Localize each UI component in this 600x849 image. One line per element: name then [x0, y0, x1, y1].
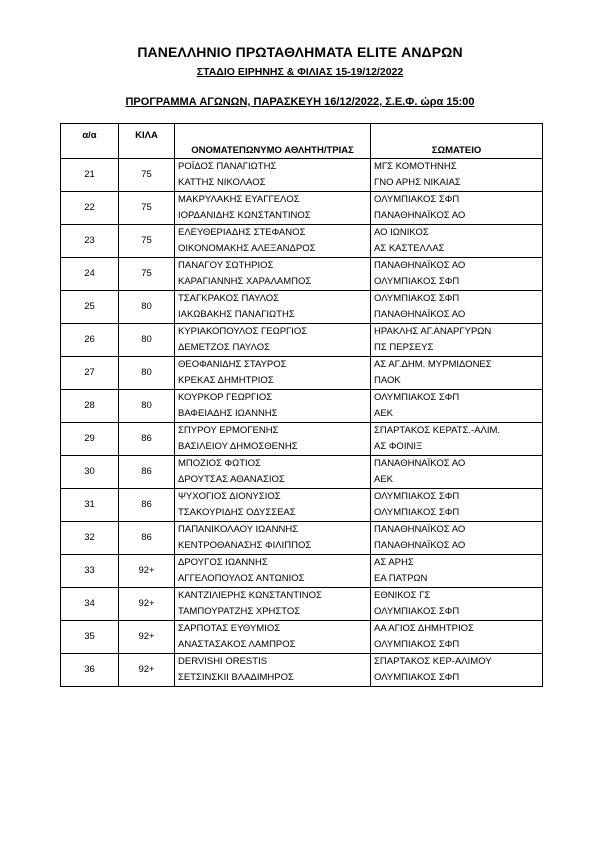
table-row: [61, 192, 543, 209]
table-row: [61, 489, 543, 506]
athlete-name: ΒΑΦΕΙΑΔΗΣ ΙΩΑΝΝΗΣ: [175, 406, 371, 423]
athlete-club: ΠΣ ΠΕΡΣΕΥΣ: [371, 340, 543, 357]
weight-class: 80: [119, 324, 175, 357]
athlete-name: ΔΡΟΥΤΣΑΣ ΑΘΑΝΑΣΙΟΣ: [175, 472, 371, 489]
athlete-club: ΑΣ ΚΑΣΤΕΛΛΑΣ: [371, 241, 543, 258]
weight-class: 92+: [119, 555, 175, 588]
athlete-name: ΚΑΡΑΓΙΑΝΝΗΣ ΧΑΡΑΛΑΜΠΟΣ: [175, 274, 371, 291]
athlete-name: ΤΑΜΠΟΥΡΑΤΖΗΣ ΧΡΗΣΤΟΣ: [175, 604, 371, 621]
athlete-name: ΚΕΝΤΡΟΘΑΝΑΣΗΣ ΦΙΛΙΠΠΟΣ: [175, 538, 371, 555]
weight-class: 80: [119, 291, 175, 324]
weight-class: 75: [119, 192, 175, 225]
schedule-line: [0, 96, 600, 109]
athlete-club: ΟΛΥΜΠΙΑΚΟΣ ΣΦΠ: [371, 489, 543, 506]
athlete-club: ΟΛΥΜΠΙΑΚΟΣ ΣΦΠ: [371, 505, 543, 522]
athlete-name: ΑΝΑΣΤΑΣΑΚΟΣ ΛΑΜΠΡΟΣ: [175, 637, 371, 654]
bouts-table: [60, 123, 543, 687]
athlete-name: ΙΑΚΩΒΑΚΗΣ ΠΑΝΑΓΙΩΤΗΣ: [175, 307, 371, 324]
athlete-name: ΙΟΡΔΑΝΙΔΗΣ ΚΩΝΣΤΑΝΤΙΝΟΣ: [175, 208, 371, 225]
athlete-club: ΣΠΑΡΤΑΚΟΣ ΚΕΡ-ΑΛΙΜΟΥ: [371, 654, 543, 671]
weight-class: 92+: [119, 621, 175, 654]
table-row: [61, 588, 543, 605]
weight-class: 86: [119, 489, 175, 522]
athlete-club: ΑΑ ΑΓΙΟΣ ΔΗΜΗΤΡΙΟΣ: [371, 621, 543, 638]
table-row: [61, 291, 543, 308]
bout-number: 26: [61, 324, 119, 357]
athlete-club: ΠΑΝΑΘΗΝΑΪΚΟΣ ΑΟ: [371, 456, 543, 473]
bout-number: 21: [61, 159, 119, 192]
athlete-name: ΠΑΝΑΓΟΥ ΣΩΤΗΡΙΟΣ: [175, 258, 371, 275]
weight-class: 75: [119, 225, 175, 258]
athlete-name: DERVISHI ORESTIS: [175, 654, 371, 671]
athlete-name: ΜΠΟΖΙΟΣ ΦΩΤΙΟΣ: [175, 456, 371, 473]
athlete-name: ΘΕΟΦΑΝΙΔΗΣ ΣΤΑΥΡΟΣ: [175, 357, 371, 374]
athlete-name: ΨΥΧΟΓΙΟΣ ΔΙΟΝΥΣΙΟΣ: [175, 489, 371, 506]
athlete-club: ΟΛΥΜΠΙΑΚΟΣ ΣΦΠ: [371, 274, 543, 291]
athlete-club: ΑΣ ΦΟΙΝΙΞ: [371, 439, 543, 456]
athlete-club: ΣΠΑΡΤΑΚΟΣ ΚΕΡΑΤΣ.-ΑΛΙΜ.: [371, 423, 543, 440]
table-header-row: [61, 124, 543, 159]
athlete-club: ΠΑΝΑΘΗΝΑΪΚΟΣ ΑΟ: [371, 258, 543, 275]
bout-number: 24: [61, 258, 119, 291]
athlete-club: ΑΟ ΙΩΝΙΚΟΣ: [371, 225, 543, 242]
weight-class: 92+: [119, 588, 175, 621]
athlete-name: ΔΡΟΥΓΟΣ ΙΩΑΝΝΗΣ: [175, 555, 371, 572]
athlete-name: ΤΣΑΓΚΡΑΚΟΣ ΠΑΥΛΟΣ: [175, 291, 371, 308]
athlete-club: ΠΑΝΑΘΗΝΑΪΚΟΣ ΑΟ: [371, 522, 543, 539]
bout-number: 25: [61, 291, 119, 324]
table-row: [61, 555, 543, 572]
bout-number: 35: [61, 621, 119, 654]
bout-number: 36: [61, 654, 119, 687]
athlete-club: ΜΓΣ ΚΟΜΟΤΗΝΗΣ: [371, 159, 543, 176]
weight-class: 80: [119, 390, 175, 423]
athlete-name: ΣΠΥΡΟΥ ΕΡΜΟΓΕΝΗΣ: [175, 423, 371, 440]
athlete-name: ΚΡΕΚΑΣ ΔΗΜΗΤΡΙΟΣ: [175, 373, 371, 390]
athlete-name: ΒΑΣΙΛΕΙΟΥ ΔΗΜΟΣΘΕΝΗΣ: [175, 439, 371, 456]
athlete-name: ΔΕΜΕΤΖΟΣ ΠΑΥΛΟΣ: [175, 340, 371, 357]
athlete-club: ΠΑΝΑΘΗΝΑΪΚΟΣ ΑΟ: [371, 538, 543, 555]
bout-number: 30: [61, 456, 119, 489]
athlete-name: ΕΛΕΥΘΕΡΙΑΔΗΣ ΣΤΕΦΑΝΟΣ: [175, 225, 371, 242]
table-row: [61, 522, 543, 539]
athlete-club: ΟΛΥΜΠΙΑΚΟΣ ΣΦΠ: [371, 637, 543, 654]
venue-line: [0, 66, 600, 78]
bout-number: 22: [61, 192, 119, 225]
weight-class: 86: [119, 423, 175, 456]
table-row: [61, 258, 543, 275]
table-row: [61, 159, 543, 176]
weight-class: 86: [119, 522, 175, 555]
bout-number: 33: [61, 555, 119, 588]
athlete-club: ΟΛΥΜΠΙΑΚΟΣ ΣΦΠ: [371, 291, 543, 308]
athlete-name: ΚΟΥΡΚΟΡ ΓΕΩΡΓΙΟΣ: [175, 390, 371, 407]
athlete-name: ΚΑΝΤΖΙΛΙΕΡΗΣ ΚΩΝΣΤΑΝΤΙΝΟΣ: [175, 588, 371, 605]
athlete-name: ΠΑΠΑΝΙΚΟΛΑΟΥ ΙΩΑΝΝΗΣ: [175, 522, 371, 539]
venue-text: ΣΤΑΔΙΟ ΕΙΡΗΝΗΣ & ΦΙΛΙΑΣ 15-19/12/2022: [196, 66, 404, 78]
bout-number: 34: [61, 588, 119, 621]
athlete-club: ΠΑΝΑΘΗΝΑΪΚΟΣ ΑΟ: [371, 307, 543, 324]
column-header-kg: ΚΙΛΑ: [119, 124, 175, 159]
bout-number: 23: [61, 225, 119, 258]
athlete-name: ΑΓΓΕΛΟΠΟΥΛΟΣ ΑΝΤΩΝΙΟΣ: [175, 571, 371, 588]
column-header-name: ΟΝΟΜΑΤΕΠΩΝΥΜΟ ΑΘΛΗΤΗ/ΤΡΙΑΣ: [175, 124, 371, 159]
athlete-club: ΕΑ ΠΑΤΡΩΝ: [371, 571, 543, 588]
athlete-club: ΟΛΥΜΠΙΑΚΟΣ ΣΦΠ: [371, 192, 543, 209]
athlete-name: ΚΑΤΤΗΣ ΝΙΚΟΛΑΟΣ: [175, 175, 371, 192]
athlete-club: ΠΑΝΑΘΗΝΑΪΚΟΣ ΑΟ: [371, 208, 543, 225]
table-row: [61, 621, 543, 638]
table-row: [61, 225, 543, 242]
weight-class: 75: [119, 258, 175, 291]
column-header-club: ΣΩΜΑΤΕΙΟ: [371, 124, 543, 159]
athlete-club: ΟΛΥΜΠΙΑΚΟΣ ΣΦΠ: [371, 390, 543, 407]
table-row: [61, 654, 543, 671]
weight-class: 75: [119, 159, 175, 192]
bout-number: 27: [61, 357, 119, 390]
table-row: [61, 390, 543, 407]
athlete-club: ΑΣ ΑΡΗΣ: [371, 555, 543, 572]
athlete-club: ΟΛΥΜΠΙΑΚΟΣ ΣΦΠ: [371, 604, 543, 621]
schedule-text: ΠΡΟΓΡΑΜΜΑ ΑΓΩΝΩΝ, ΠΑΡΑΣΚΕΥΗ 16/12/2022, Σ.Ε.Φ. ώρα 15:00: [125, 96, 475, 108]
table-row: [61, 324, 543, 341]
athlete-club: ΟΛΥΜΠΙΑΚΟΣ ΣΦΠ: [371, 670, 543, 687]
table-row: [61, 357, 543, 374]
table-row: [61, 456, 543, 473]
column-header-no: α/α: [61, 124, 119, 159]
weight-class: 92+: [119, 654, 175, 687]
athlete-name: ΣΑΡΠΟΤΑΣ ΕΥΘΥΜΙΟΣ: [175, 621, 371, 638]
document-title: ΠΑΝΕΛΛΗΝΙΟ ΠΡΩΤΑΘΛΗΜΑΤΑ ELITE ΑΝΔΡΩΝ: [137, 44, 463, 60]
athlete-club: ΑΕΚ: [371, 472, 543, 489]
weight-class: 80: [119, 357, 175, 390]
athlete-club: ΑΕΚ: [371, 406, 543, 423]
bout-number: 29: [61, 423, 119, 456]
athlete-name: ΡΟΪΔΟΣ ΠΑΝΑΓΙΩΤΗΣ: [175, 159, 371, 176]
athlete-name: ΚΥΡΙΑΚΟΠΟΥΛΟΣ ΓΕΩΡΓΙΟΣ: [175, 324, 371, 341]
athlete-club: ΑΣ ΑΓ.ΔΗΜ. ΜΥΡΜΙΔΟΝΕΣ: [371, 357, 543, 374]
athlete-name: ΟΙΚΟΝΟΜΑΚΗΣ ΑΛΕΞΑΝΔΡΟΣ: [175, 241, 371, 258]
athlete-club: ΓΝΟ ΑΡΗΣ ΝΙΚΑΙΑΣ: [371, 175, 543, 192]
bout-number: 32: [61, 522, 119, 555]
athlete-club: ΕΘΝΙΚΟΣ ΓΣ: [371, 588, 543, 605]
weight-class: 86: [119, 456, 175, 489]
bout-number: 28: [61, 390, 119, 423]
athlete-name: ΜΑΚΡΥΛΑΚΗΣ ΕΥΑΓΓΕΛΟΣ: [175, 192, 371, 209]
athlete-club: ΠΑΟΚ: [371, 373, 543, 390]
athlete-name: ΤΣΑΚΟΥΡΙΔΗΣ ΟΔΥΣΣΕΑΣ: [175, 505, 371, 522]
bouts-table-body: [61, 159, 543, 687]
athlete-club: ΗΡΑΚΛΗΣ ΑΓ.ΑΝΑΡΓΥΡΩΝ: [371, 324, 543, 341]
athlete-name: ΣΕΤΣΙΝΣΚΙΙ ΒΛΑΔΙΜΗΡΟΣ: [175, 670, 371, 687]
table-row: [61, 423, 543, 440]
bout-number: 31: [61, 489, 119, 522]
